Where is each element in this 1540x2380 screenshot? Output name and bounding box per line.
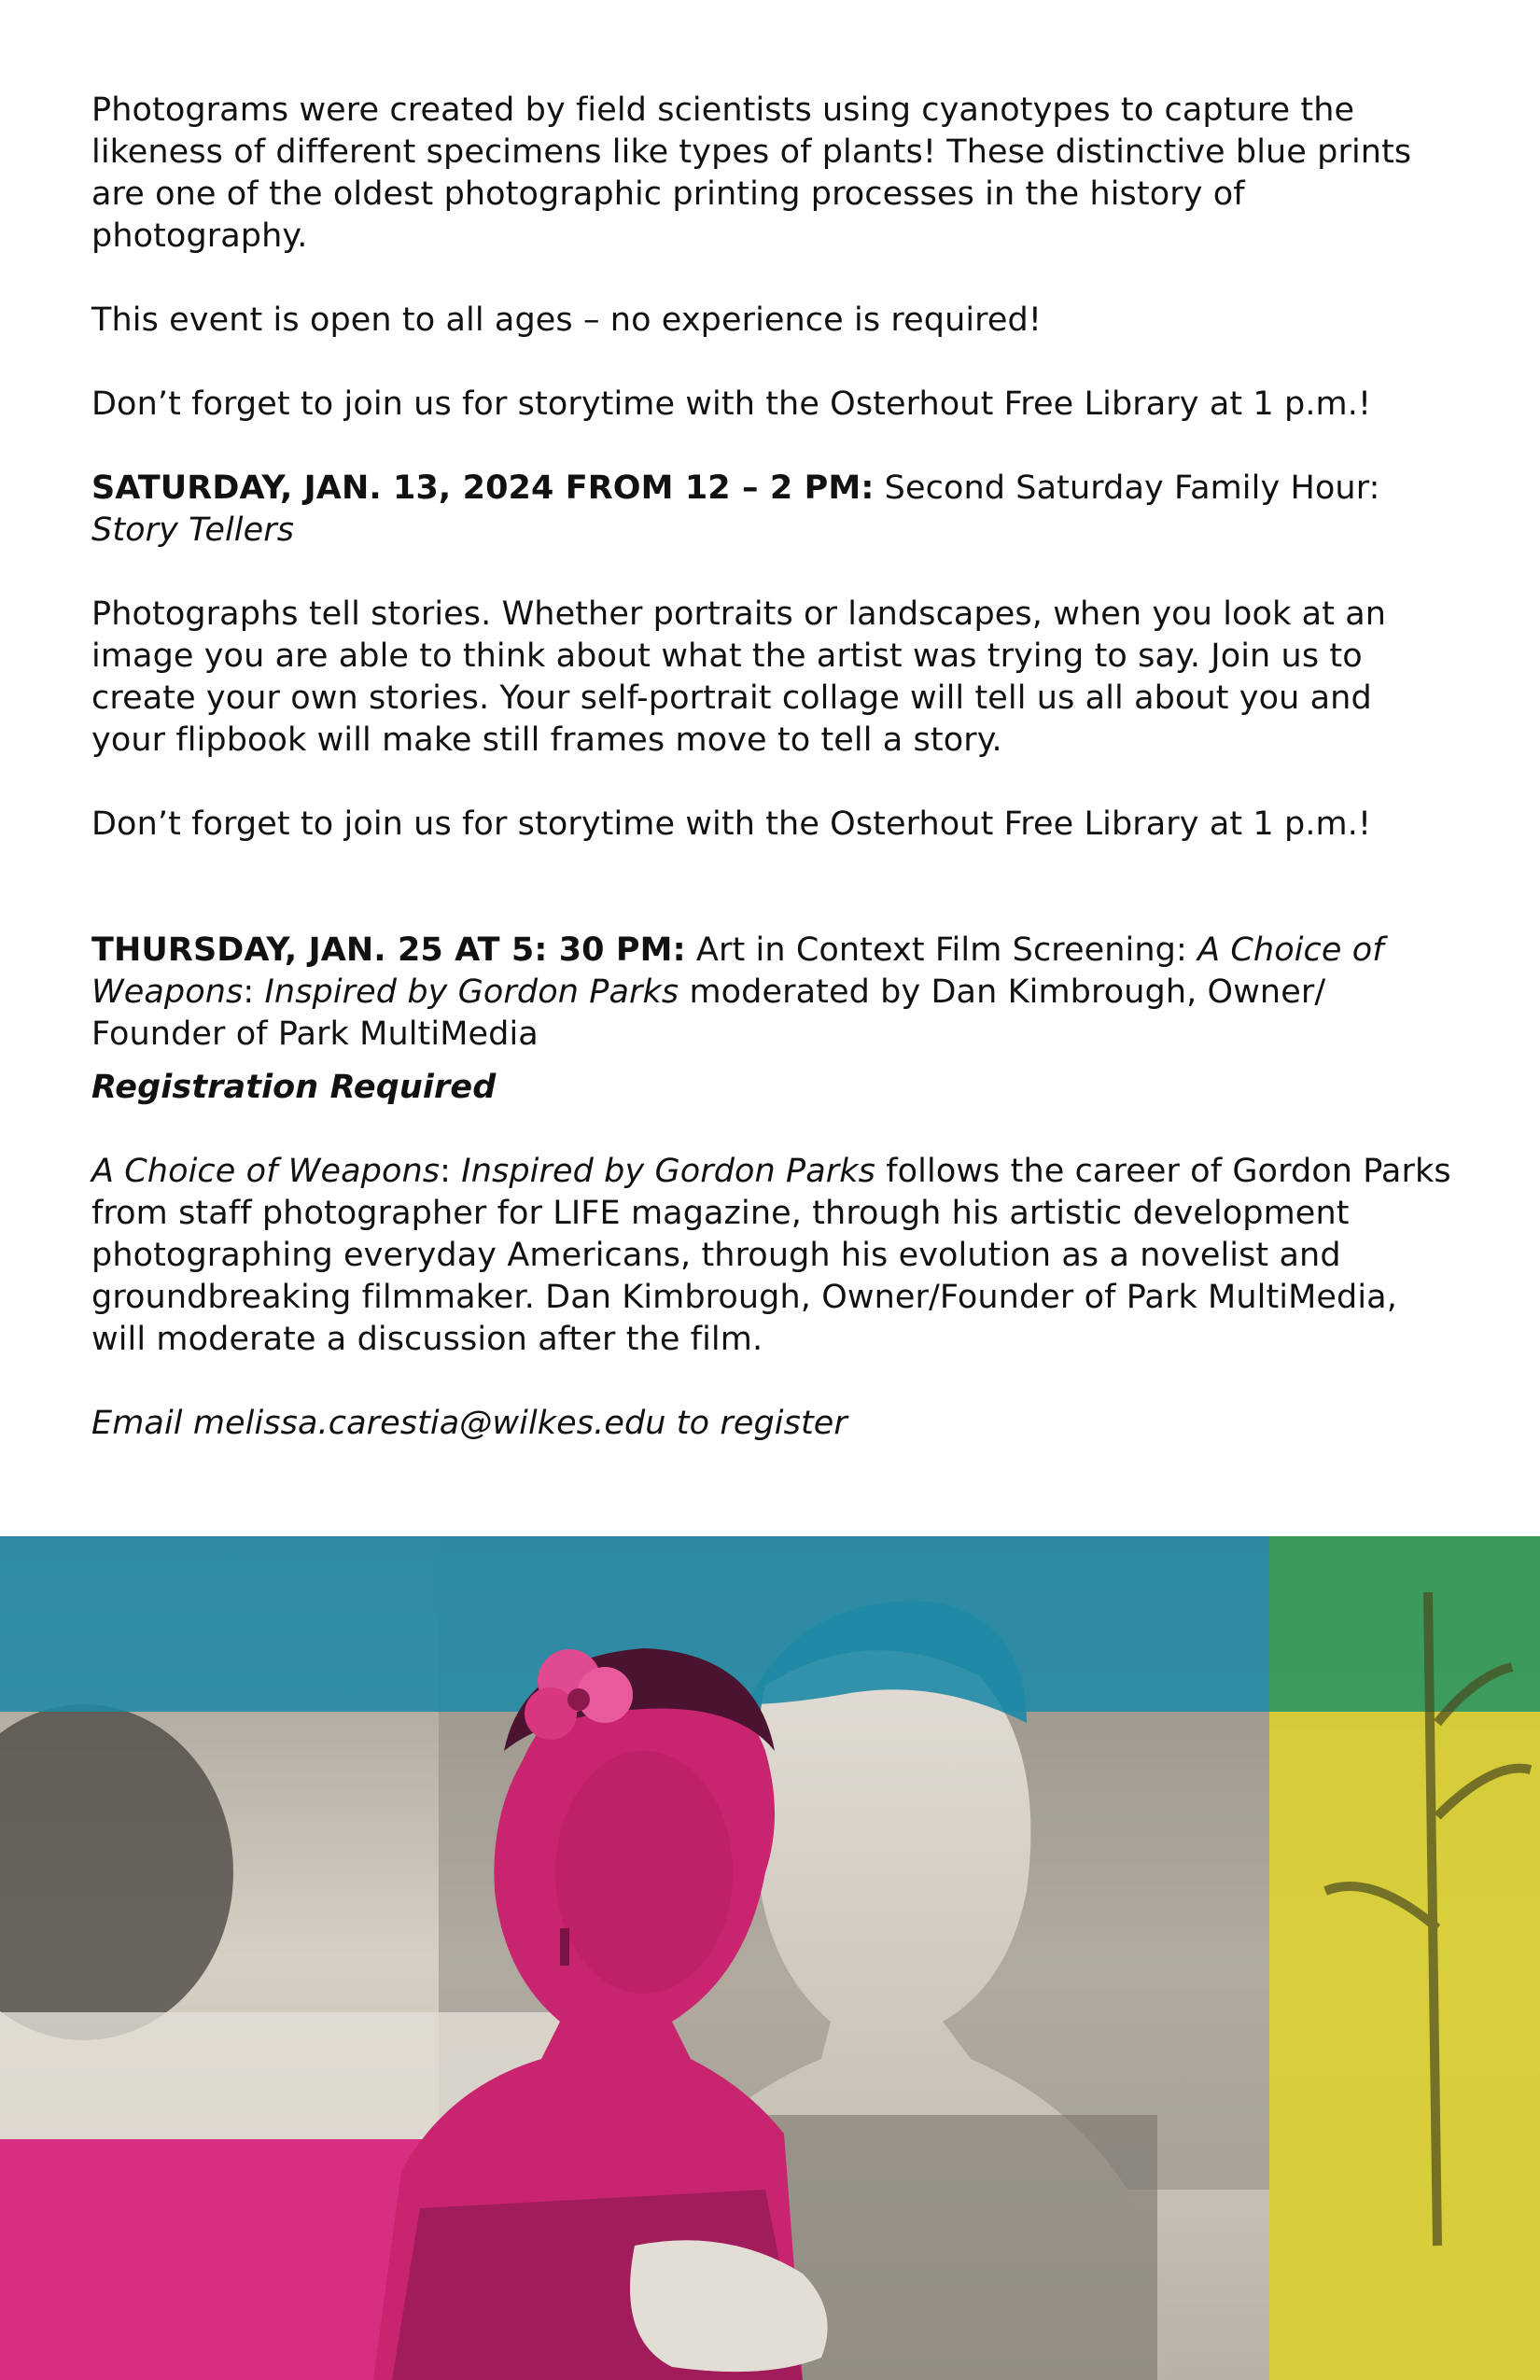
saturday-event-date: SATURDAY, JAN. 13, 2024 FROM 12 – 2 PM: — [91, 469, 875, 507]
film-description — [91, 1151, 1454, 1361]
film-description-title-b: Inspired by Gordon Parks — [461, 1153, 875, 1190]
earring — [560, 1928, 569, 1966]
storytime-note: Don’t forget to join us for storytime with the Osterhout Free Library at 1 p.m.! — [91, 385, 1372, 423]
saturday-event-heading — [91, 468, 1454, 552]
registration-email-line — [91, 1403, 1454, 1445]
saturday-event-subtitle: Story Tellers — [91, 511, 295, 549]
event-text-column — [91, 90, 1454, 1445]
thursday-event-heading — [91, 930, 1454, 1056]
registration-required-label: Registration Required — [91, 1069, 497, 1106]
color-block-photo-banner — [0, 1536, 1540, 2380]
thursday-event-moderator: moderated by Dan Kimbrough, Owner/ Founder of Park MultiMedia — [91, 973, 1326, 1053]
film-title-part-b: Inspired by Gordon Parks — [264, 973, 679, 1011]
intro-paragraph: Photograms were created by field scientists using cyanotypes to capture the likeness of different specimens like types of plants! These distinctive blue prints are one of the oldest photographic printing processes in the history of photography. — [91, 91, 1412, 255]
saturday-storytime-note: Don’t forget to join us for storytime with the Osterhout Free Library at 1 p.m.! — [91, 805, 1372, 843]
registration-email-text: Email melissa.carestia@wilkes.edu to register — [91, 1405, 847, 1442]
film-description-colon: : — [440, 1153, 452, 1190]
all-ages-note: This event is open to all ages – no experience is required! — [91, 301, 1042, 339]
film-description-body: follows the career of Gordon Parks from staff photographer for LIFE magazine, through his artistic development photographing everyday Americans, through his evolution as a novelist and groundbreaking filmmaker. Dan Kimbrough, Owner/Founder of Park MultiMedia, will moderate a discussion after the film. — [91, 1153, 1451, 1358]
thursday-event-lead: Art in Context Film Screening: — [695, 931, 1187, 969]
thursday-event-date: THURSDAY, JAN. 25 AT 5: 30 PM: — [91, 931, 686, 969]
saturday-event-title: Second Saturday Family Hour: — [884, 469, 1380, 507]
yellow-color-block — [1269, 1712, 1540, 2380]
film-description-title-a: A Choice of Weapons — [91, 1153, 441, 1190]
film-title-colon: : — [243, 973, 255, 1011]
banner-artwork — [0, 1536, 1540, 2380]
film-title-part-a: A Choice of Weapons — [91, 931, 1384, 1011]
saturday-event-description: Photographs tell stories. Whether portraits or landscapes, when you look at an image you are able to think about what the artist was trying to say. Join us to create your own stories. Your self-portrait collage will tell us all about you and your flipbook will make still frames move to tell a story. — [91, 595, 1387, 759]
face-shading — [555, 1751, 733, 1994]
green-color-block — [1269, 1536, 1540, 1712]
